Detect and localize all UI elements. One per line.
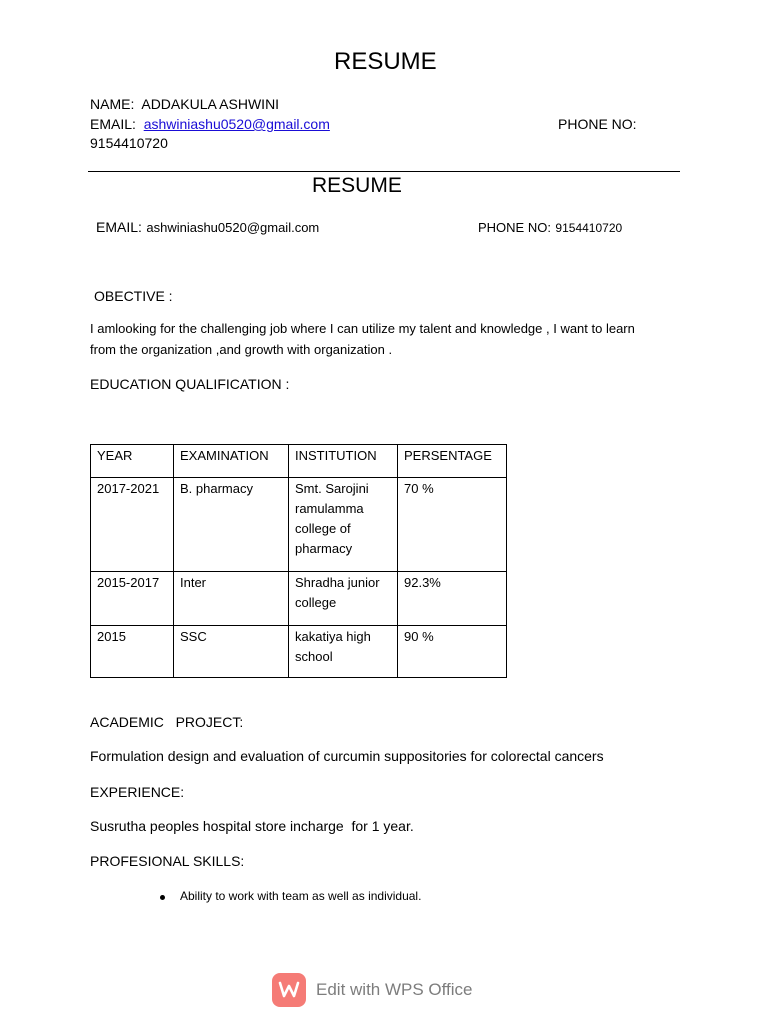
resume-phone-line xyxy=(478,219,622,237)
cell-institution: Smt. Sarojini ramulamma college of pharmacy xyxy=(289,478,398,572)
education-table xyxy=(90,444,507,678)
name-line xyxy=(90,96,279,112)
email-label: EMAIL: xyxy=(90,116,136,132)
cell-year: 2017-2021 xyxy=(91,478,174,572)
email-line xyxy=(90,116,330,132)
resume-email-label: EMAIL: xyxy=(96,219,142,235)
cell-percentage: 90 % xyxy=(398,626,507,678)
resume-title: RESUME xyxy=(312,174,402,197)
email-link[interactable]: ashwiniashu0520@gmail.com xyxy=(143,116,330,132)
column-header-year: YEAR xyxy=(91,445,174,478)
wps-logo-icon xyxy=(272,973,306,1007)
project-text: Formulation design and evaluation of curcumin suppositories for colorectal cancers xyxy=(90,748,604,764)
table-row xyxy=(91,626,507,678)
cell-percentage: 70 % xyxy=(398,478,507,572)
education-heading: EDUCATION QUALIFICATION : xyxy=(90,376,290,392)
table-row xyxy=(91,478,507,572)
cell-year: 2015 xyxy=(91,626,174,678)
project-heading: ACADEMIC PROJECT: xyxy=(90,714,244,730)
experience-heading: EXPERIENCE: xyxy=(90,784,185,800)
name-value: ADDAKULA ASHWINI xyxy=(141,96,280,112)
cell-examination: B. pharmacy xyxy=(174,478,289,572)
name-label: NAME: xyxy=(90,96,135,112)
resume-phone-value: 9154410720 xyxy=(555,221,623,235)
skills-heading: PROFESIONAL SKILLS: xyxy=(90,853,245,869)
cell-institution: kakatiya high school xyxy=(289,626,398,678)
page-title: RESUME xyxy=(334,48,437,75)
wps-label: Edit with WPS Office xyxy=(316,980,473,999)
objective-line-1: I amlooking for the challenging job where I can utilize my talent and knowledge , I want to learn xyxy=(90,321,635,336)
cell-percentage: 92.3% xyxy=(398,572,507,626)
table-row xyxy=(91,572,507,626)
cell-institution: Shradha junior college xyxy=(289,572,398,626)
header-divider xyxy=(88,171,680,172)
bullet-icon xyxy=(160,895,165,900)
experience-text: Susrutha peoples hospital store incharge for 1 year. xyxy=(90,818,414,834)
resume-email-line xyxy=(96,219,319,237)
edit-with-wps-button[interactable] xyxy=(272,973,473,1007)
phone-value: 9154410720 xyxy=(90,135,168,151)
column-header-examination: EXAMINATION xyxy=(174,445,289,478)
objective-line-2: from the organization ,and growth with organization . xyxy=(90,342,393,357)
list-item: Ability to work with team as well as individual. xyxy=(180,889,422,903)
objective-heading: OBECTIVE : xyxy=(94,288,173,304)
cell-year: 2015-2017 xyxy=(91,572,174,626)
column-header-percentage: PERSENTAGE xyxy=(398,445,507,478)
table-header-row xyxy=(91,445,507,478)
resume-email-value: ashwiniashu0520@gmail.com xyxy=(146,220,320,235)
cell-examination: Inter xyxy=(174,572,289,626)
column-header-institution: INSTITUTION xyxy=(289,445,398,478)
cell-examination: SSC xyxy=(174,626,289,678)
resume-phone-label: PHONE NO: xyxy=(478,220,551,235)
phone-label: PHONE NO: xyxy=(558,116,637,132)
